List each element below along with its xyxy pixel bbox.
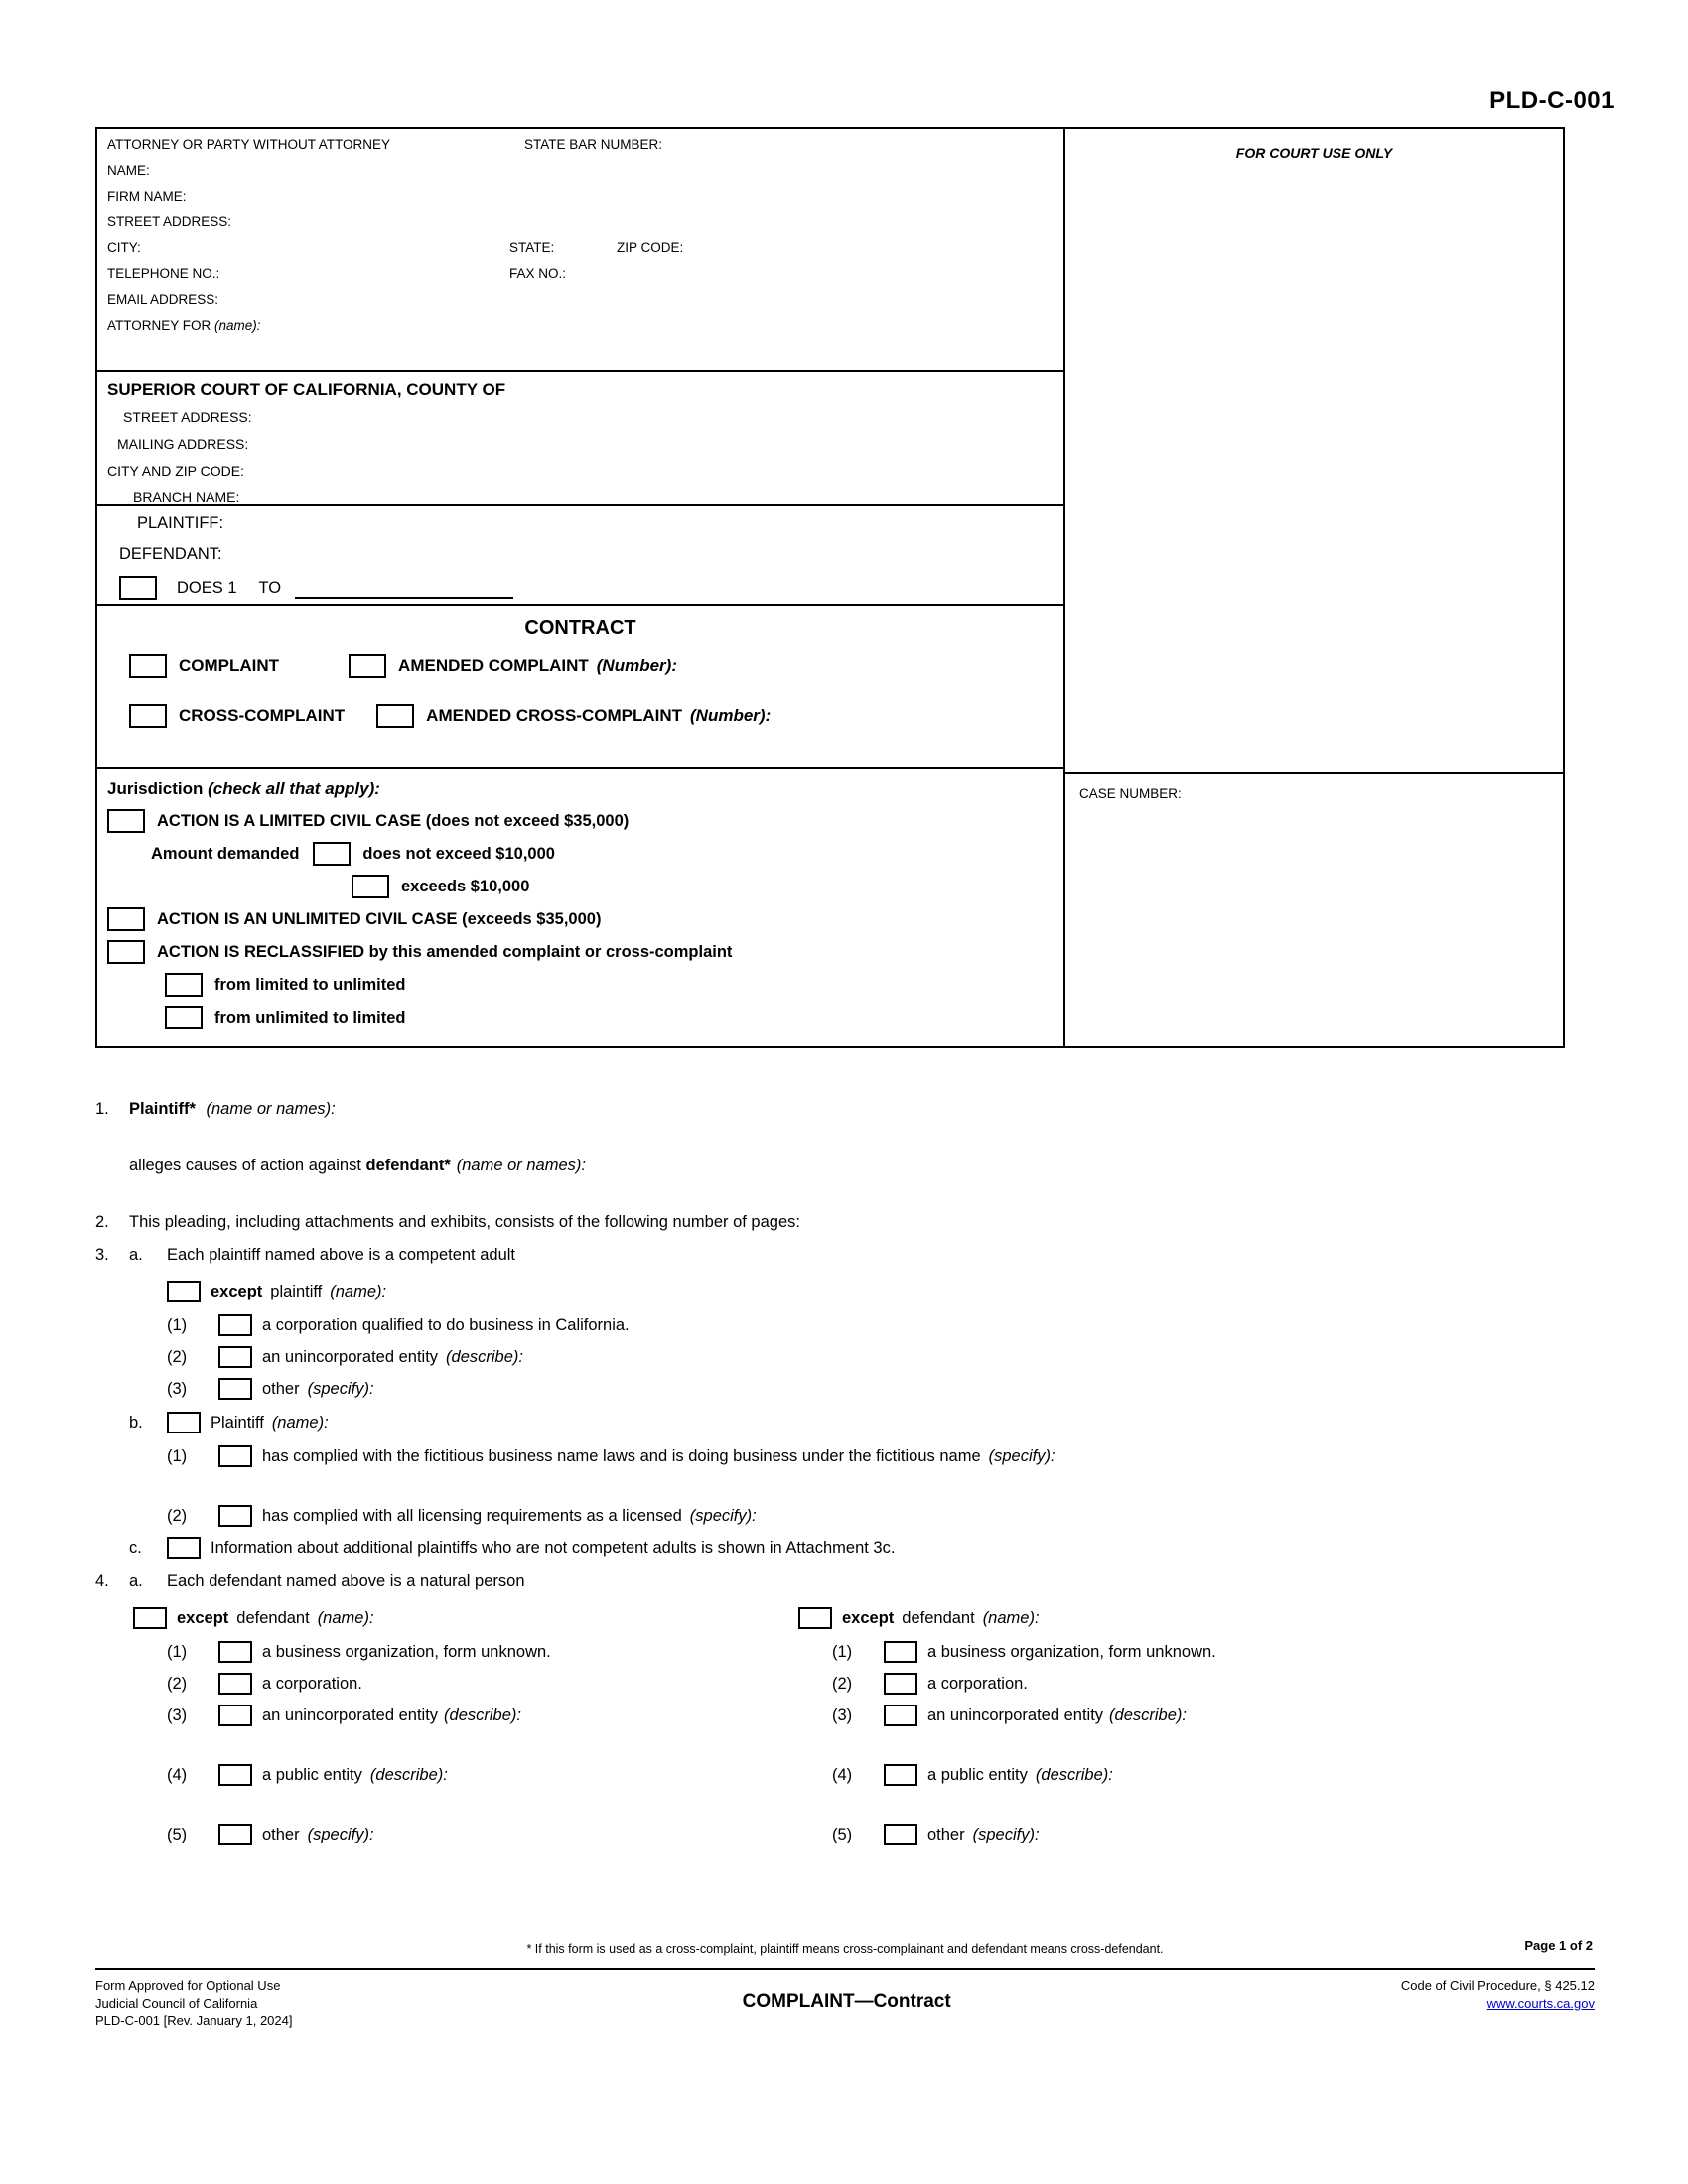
- attorney-for-label: ATTORNEY FOR: [107, 318, 211, 333]
- jurisdiction-title: Jurisdiction: [107, 779, 204, 798]
- firm-name-label: FIRM NAME:: [107, 189, 187, 204]
- item-3b-2-text: has complied with all licensing requirements as a licensed: [262, 1506, 682, 1525]
- reclassified-checkbox[interactable]: [107, 940, 145, 964]
- attorney-zip-label: ZIP CODE:: [617, 240, 684, 255]
- item-4a-2-right-checkbox[interactable]: [884, 1673, 917, 1695]
- item-1-plaintiff-label: Plaintiff*: [129, 1100, 196, 1118]
- does-label: DOES 1: [177, 578, 237, 597]
- contract-heading: CONTRACT: [524, 617, 636, 639]
- item-4a-4-right-text: a public entity: [927, 1765, 1028, 1784]
- amended-complaint-number-hint: (Number):: [596, 656, 677, 675]
- footer-left-line-1: Form Approved for Optional Use: [95, 1979, 281, 1993]
- item-1-defendant-label: defendant*: [365, 1157, 451, 1174]
- attorney-name-label: NAME:: [107, 163, 150, 178]
- from-limited-to-unlimited-label: from limited to unlimited: [214, 975, 406, 994]
- email-label: EMAIL ADDRESS:: [107, 292, 219, 307]
- item-3a-except-hint: (name):: [330, 1282, 387, 1300]
- item-4-columns: [95, 1607, 1595, 1849]
- item-4a-4-right-hint: (describe):: [1035, 1765, 1113, 1784]
- plaintiff-label: PLAINTIFF:: [137, 514, 224, 532]
- form-number: PLD-C-001: [1489, 87, 1615, 114]
- court-title: SUPERIOR COURT OF CALIFORNIA, COUNTY OF: [107, 380, 506, 399]
- footer-right-line-1: Code of Civil Procedure, § 425.12: [1400, 1979, 1595, 1993]
- item-4a-except-right-hint: (name):: [982, 1608, 1040, 1627]
- limited-civil-checkbox[interactable]: [107, 809, 145, 833]
- item-4a-3-left-text: an unincorporated entity: [262, 1706, 439, 1724]
- item-3b-1: [167, 1445, 1595, 1467]
- case-number-label: CASE NUMBER:: [1079, 786, 1182, 801]
- item-3a-1-paren: (1): [167, 1315, 188, 1334]
- item-4a-2-left-paren: (2): [167, 1674, 188, 1693]
- item-3a-2-hint: (describe):: [446, 1347, 523, 1366]
- item-1-number: 1.: [95, 1100, 109, 1118]
- item-3a-2-text: an unincorporated entity: [262, 1347, 439, 1366]
- item-4a: [95, 1572, 1595, 1591]
- footer-form-title: COMPLAINT—Contract: [742, 1991, 951, 2012]
- item-4a-2-right-paren: (2): [832, 1674, 853, 1693]
- amended-complaint-checkbox[interactable]: [349, 654, 386, 678]
- item-4a-2-left: [167, 1673, 790, 1695]
- item-3-number: 3.: [95, 1246, 109, 1264]
- court-use-box: [1065, 129, 1563, 774]
- courts-website-link[interactable]: www.courts.ca.gov: [1486, 1995, 1595, 2011]
- item-3a-1-checkbox[interactable]: [218, 1314, 252, 1336]
- amount-demanded-label: Amount demanded: [151, 844, 300, 863]
- item-1-plaintiff-hint: (name or names):: [206, 1100, 336, 1118]
- attorney-street-address-label: STREET ADDRESS:: [107, 214, 232, 229]
- item-4a-1-left-text: a business organization, form unknown.: [262, 1642, 551, 1661]
- item-4a-5-left: [167, 1824, 790, 1845]
- item-3b: [129, 1412, 1595, 1433]
- amended-cross-complaint-number-hint: (Number):: [690, 706, 772, 725]
- item-3c-letter: c.: [129, 1538, 142, 1557]
- item-4a-4-right-checkbox[interactable]: [884, 1764, 917, 1786]
- item-4a-4-left-checkbox[interactable]: [218, 1764, 252, 1786]
- item-3b-checkbox[interactable]: [167, 1412, 201, 1433]
- item-4a-3-right-checkbox[interactable]: [884, 1705, 917, 1726]
- item-4a-3-right: [832, 1705, 1493, 1726]
- for-court-use-only-label: FOR COURT USE ONLY: [1235, 145, 1393, 161]
- caption-box: [95, 127, 1565, 1048]
- fax-label: FAX NO.:: [509, 266, 567, 281]
- item-4-number: 4.: [95, 1572, 109, 1590]
- item-3b-1-checkbox[interactable]: [218, 1445, 252, 1467]
- cross-complaint-checkbox[interactable]: [129, 704, 167, 728]
- does-to-label: TO: [258, 578, 282, 597]
- item-4a-5-right-paren: (5): [832, 1825, 853, 1843]
- item-4-left-column: [95, 1607, 790, 1849]
- contract-type-block: [97, 606, 1063, 769]
- item-3c: [129, 1537, 1595, 1559]
- item-3a-3-checkbox[interactable]: [218, 1378, 252, 1400]
- item-4a-4-left-hint: (describe):: [369, 1765, 448, 1784]
- item-1-alleges-pre: alleges causes of action against: [129, 1157, 366, 1174]
- item-4a-3-left: [167, 1705, 790, 1726]
- item-4a-4-left: [167, 1764, 790, 1786]
- item-4a-1-right-checkbox[interactable]: [884, 1641, 917, 1663]
- footnote: * If this form is used as a cross-complaint, plaintiff means cross-complainant and defendant means cross-defendant.: [526, 1942, 1164, 1956]
- item-4a-except-left-rest: defendant: [236, 1608, 310, 1627]
- amount-exceeds-checkbox[interactable]: [352, 875, 389, 898]
- item-3c-text: Information about additional plaintiffs who are not competent adults is shown in Attachment 3c.: [211, 1538, 896, 1557]
- item-3a: [95, 1246, 1595, 1265]
- item-4a-1-left-checkbox[interactable]: [218, 1641, 252, 1663]
- item-4a-4-left-paren: (4): [167, 1765, 188, 1784]
- item-3a-1: [167, 1314, 1595, 1336]
- amount-exceeds-label: exceeds $10,000: [401, 877, 530, 895]
- item-3b-letter: b.: [129, 1413, 143, 1432]
- complaint-checkbox[interactable]: [129, 654, 167, 678]
- item-4a-except-right-checkbox[interactable]: [798, 1607, 832, 1629]
- court-block: [97, 372, 1063, 506]
- item-3b-1-hint: (specify):: [988, 1446, 1055, 1465]
- item-3a-3-hint: (specify):: [307, 1379, 374, 1398]
- item-2: [95, 1213, 1595, 1232]
- item-2-number: 2.: [95, 1213, 109, 1231]
- form-body: [95, 1100, 1595, 1849]
- item-4a-2-left-checkbox[interactable]: [218, 1673, 252, 1695]
- does-to-blank[interactable]: [295, 577, 513, 599]
- attorney-for-name-hint: (name):: [214, 318, 261, 333]
- footer-left: [95, 1978, 292, 2030]
- item-4a-5-left-paren: (5): [167, 1825, 188, 1843]
- case-number-box[interactable]: [1065, 774, 1563, 801]
- from-limited-to-unlimited-checkbox[interactable]: [165, 973, 203, 997]
- item-3a-3: [167, 1378, 1595, 1400]
- item-4a-1-right: [832, 1641, 1493, 1663]
- footer-divider: [95, 1968, 1595, 1970]
- item-4a-5-right-hint: (specify):: [972, 1825, 1040, 1843]
- item-3a-text: Each plaintiff named above is a competent adult: [167, 1246, 516, 1264]
- item-4a-1-right-text: a business organization, form unknown.: [927, 1642, 1216, 1661]
- item-3a-2: [167, 1346, 1595, 1368]
- item-4a-5-right: [832, 1824, 1493, 1845]
- footer: [95, 1978, 1595, 2030]
- item-3a-3-paren: (3): [167, 1379, 188, 1398]
- party-block: [97, 506, 1063, 606]
- item-3c-checkbox[interactable]: [167, 1537, 201, 1559]
- item-4a-5-right-checkbox[interactable]: [884, 1824, 917, 1845]
- item-4a-3-right-hint: (describe):: [1109, 1706, 1187, 1724]
- from-unlimited-to-limited-checkbox[interactable]: [165, 1006, 203, 1029]
- complaint-label: COMPLAINT: [179, 656, 280, 675]
- item-4a-4-left-text: a public entity: [262, 1765, 362, 1784]
- item-4a-except-left-checkbox[interactable]: [133, 1607, 167, 1629]
- item-1-defendant-hint: (name or names):: [456, 1157, 586, 1174]
- item-4a-3-right-text: an unincorporated entity: [927, 1706, 1104, 1724]
- item-1: [95, 1100, 1595, 1119]
- item-1-alleges: [95, 1157, 1595, 1175]
- attorney-city-label: CITY:: [107, 240, 141, 255]
- item-4a-5-left-hint: (specify):: [307, 1825, 374, 1843]
- item-3b-2: [167, 1505, 1595, 1527]
- item-4a-2-left-text: a corporation.: [262, 1674, 362, 1693]
- attorney-block: [97, 129, 1063, 372]
- item-4a-5-left-text: other: [262, 1825, 300, 1843]
- reclassified-label: ACTION IS RECLASSIFIED by this amended complaint or cross-complaint: [157, 942, 733, 961]
- unlimited-civil-checkbox[interactable]: [107, 907, 145, 931]
- caption-left-column: [97, 129, 1065, 1046]
- court-mailing-address-label: MAILING ADDRESS:: [117, 436, 249, 452]
- item-4a-2-right: [832, 1673, 1493, 1695]
- item-4a-letter: a.: [129, 1572, 143, 1590]
- court-branch-name-label: BRANCH NAME:: [133, 489, 240, 505]
- item-4a-except-left-hint: (name):: [317, 1608, 374, 1627]
- item-4a-3-left-hint: (describe):: [444, 1706, 521, 1724]
- item-4a-5-left-checkbox[interactable]: [218, 1824, 252, 1845]
- item-4a-1-left-paren: (1): [167, 1642, 188, 1661]
- item-3a-except-rest: plaintiff: [270, 1282, 323, 1300]
- unlimited-civil-label: ACTION IS AN UNLIMITED CIVIL CASE (exceeds $35,000): [157, 909, 602, 928]
- item-4a-except-left: [133, 1607, 790, 1629]
- item-3a-2-checkbox[interactable]: [218, 1346, 252, 1368]
- does-checkbox[interactable]: [119, 576, 157, 600]
- item-4a-3-left-paren: (3): [167, 1706, 188, 1724]
- item-3a-1-text: a corporation qualified to do business in California.: [262, 1315, 630, 1334]
- item-4a-except-left-bold: except: [177, 1608, 229, 1627]
- item-3a-3-text: other: [262, 1379, 300, 1398]
- item-3a-except-bold: except: [211, 1282, 263, 1300]
- cross-complaint-label: CROSS-COMPLAINT: [179, 706, 346, 725]
- limited-civil-label: ACTION IS A LIMITED CIVIL CASE (does not exceed $35,000): [157, 811, 630, 830]
- item-4a-3-left-checkbox[interactable]: [218, 1705, 252, 1726]
- amount-not-exceed-label: does not exceed $10,000: [362, 844, 555, 863]
- jurisdiction-block: [97, 769, 1063, 1046]
- court-city-zip-label: CITY AND ZIP CODE:: [107, 463, 244, 478]
- item-4a-1-right-paren: (1): [832, 1642, 853, 1661]
- item-4a-4-right-paren: (4): [832, 1765, 853, 1784]
- item-4a-except-right: [798, 1607, 1493, 1629]
- item-4a-text: Each defendant named above is a natural person: [167, 1572, 525, 1590]
- jurisdiction-title-hint: (check all that apply):: [208, 779, 380, 798]
- item-3b-1-text: has complied with the fictitious business name laws and is doing business under the fictitious name: [262, 1446, 981, 1465]
- item-3b-2-paren: (2): [167, 1506, 188, 1525]
- item-4a-5-right-text: other: [927, 1825, 965, 1843]
- item-2-text: This pleading, including attachments and exhibits, consists of the following number of pages:: [129, 1213, 800, 1231]
- footer-left-line-2: Judicial Council of California: [95, 1995, 258, 2011]
- caption-right-column: [1065, 129, 1563, 1046]
- item-4a-except-right-bold: except: [842, 1608, 895, 1627]
- item-3b-2-checkbox[interactable]: [218, 1505, 252, 1527]
- attorney-state-label: STATE:: [509, 240, 555, 255]
- amount-not-exceed-checkbox[interactable]: [313, 842, 351, 866]
- page-indicator: Page 1 of 2: [1524, 1938, 1593, 1953]
- amended-complaint-label: AMENDED COMPLAINT: [398, 656, 589, 675]
- defendant-label: DEFENDANT:: [119, 545, 222, 563]
- item-3a-letter: a.: [129, 1246, 143, 1264]
- item-3a-except: [167, 1281, 1595, 1302]
- court-street-address-label: STREET ADDRESS:: [123, 409, 252, 425]
- item-3b-1-paren: (1): [167, 1446, 188, 1465]
- footer-right: [1401, 1978, 1595, 2030]
- amended-cross-complaint-checkbox[interactable]: [376, 704, 414, 728]
- telephone-label: TELEPHONE NO.:: [107, 266, 220, 281]
- item-4a-4-right: [832, 1764, 1493, 1786]
- item-4-right-column: [798, 1607, 1493, 1849]
- item-4a-except-right-rest: defendant: [902, 1608, 975, 1627]
- footer-left-line-3: PLD-C-001 [Rev. January 1, 2024]: [95, 2013, 293, 2029]
- item-3a-except-checkbox[interactable]: [167, 1281, 201, 1302]
- attorney-header-label: ATTORNEY OR PARTY WITHOUT ATTORNEY: [107, 137, 391, 152]
- item-3b-text: Plaintiff: [211, 1413, 264, 1432]
- item-4a-2-right-text: a corporation.: [927, 1674, 1028, 1693]
- state-bar-number-label: STATE BAR NUMBER:: [524, 137, 663, 152]
- from-unlimited-to-limited-label: from unlimited to limited: [214, 1008, 406, 1026]
- item-3a-2-paren: (2): [167, 1347, 188, 1366]
- item-3b-hint: (name):: [271, 1413, 329, 1432]
- amended-cross-complaint-label: AMENDED CROSS-COMPLAINT: [426, 706, 683, 725]
- item-3b-2-hint: (specify):: [689, 1506, 757, 1525]
- item-4a-3-right-paren: (3): [832, 1706, 853, 1724]
- item-4a-1-left: [167, 1641, 790, 1663]
